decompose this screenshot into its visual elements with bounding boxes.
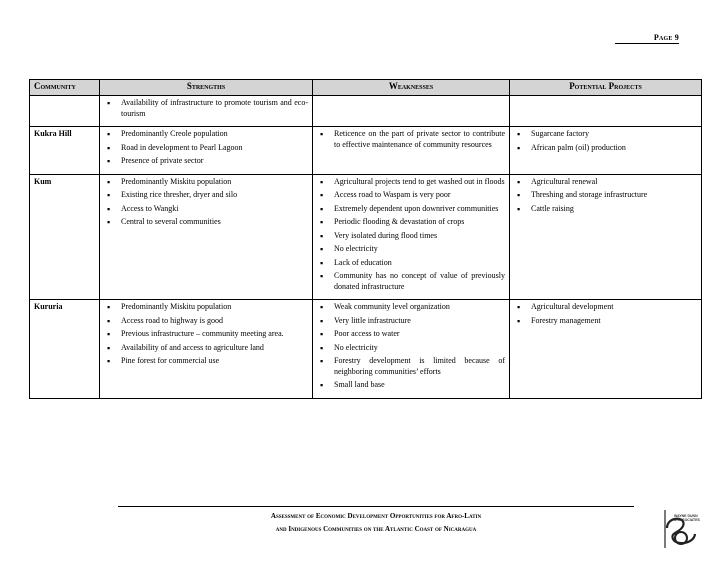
strengths-cell <box>100 96 313 127</box>
strengths-list-item: ▪ Previous infrastructure – community meeting area. <box>104 329 308 340</box>
column-header-strengths: Strengths <box>100 80 313 96</box>
table-row <box>30 127 702 175</box>
strengths-list-item: ▪ Access road to highway is good <box>104 316 308 327</box>
projects-cell <box>510 300 702 399</box>
table-row <box>30 174 702 300</box>
weaknesses-list <box>317 177 505 293</box>
strengths-list-item: ▪ Predominantly Creole population <box>104 129 308 140</box>
strengths-cell <box>100 300 313 399</box>
projects-list-item: ▪ African palm (oil) production <box>514 143 697 154</box>
weaknesses-list-item: ▪ Poor access to water <box>317 329 505 340</box>
weaknesses-list-item: ▪ No electricity <box>317 244 505 255</box>
strengths-list-item: ▪ Presence of private sector <box>104 156 308 167</box>
strengths-list-item: ▪ Availability of infrastructure to promote tourism and eco-tourism <box>104 98 308 119</box>
projects-list-item: ▪ Threshing and storage infrastructure <box>514 190 697 201</box>
table-row <box>30 300 702 399</box>
community-name-cell: Kururia <box>30 300 100 399</box>
column-header-potential-projects: Potential Projects <box>510 80 702 96</box>
weaknesses-cell <box>313 96 510 127</box>
projects-list-item: ▪ Cattle raising <box>514 204 697 215</box>
projects-list <box>514 129 697 153</box>
footer-title-line-2: and Indigenous Communities on the Atlantic Coast of Nicaragua <box>275 525 477 533</box>
footer-title-line-1: Assessment of Economic Development Opportunities for Afro-Latin <box>270 512 482 520</box>
weaknesses-list-item: ▪ Reticence on the part of private sector to contribute to effective maintenance of community resources <box>317 129 505 150</box>
projects-list-item: ▪ Forestry management <box>514 316 697 327</box>
strengths-cell <box>100 127 313 175</box>
logo-text-line-2: & ASSOCIATES <box>674 518 700 522</box>
weaknesses-list-item: ▪ Small land base <box>317 380 505 391</box>
page-number: Page 9 <box>615 33 679 44</box>
column-header-weaknesses: Weaknesses <box>313 80 510 96</box>
weaknesses-list-item: ▪ Access road to Waspam is very poor <box>317 190 505 201</box>
strengths-list-item: ▪ Predominantly Miskitu population <box>104 177 308 188</box>
projects-list-item: ▪ Sugarcane factory <box>514 129 697 140</box>
weaknesses-list-item: ▪ Weak community level organization <box>317 302 505 313</box>
strengths-list-item: ▪ Availability of and access to agriculture land <box>104 343 308 354</box>
weaknesses-list-item: ▪ Forestry development is limited because of neighboring communities’ efforts <box>317 356 505 377</box>
projects-cell <box>510 127 702 175</box>
weaknesses-list-item: ▪ Periodic flooding & devastation of crops <box>317 217 505 228</box>
weaknesses-list <box>317 129 505 150</box>
table-header-row <box>30 80 702 96</box>
weaknesses-cell <box>313 174 510 300</box>
strengths-cell <box>100 174 313 300</box>
strengths-list-item: ▪ Road in development to Pearl Lagoon <box>104 143 308 154</box>
weaknesses-list-item: ▪ No electricity <box>317 343 505 354</box>
company-logo-text <box>674 514 700 522</box>
strengths-list-item: ▪ Access to Wangki <box>104 204 308 215</box>
strengths-list <box>104 302 308 367</box>
footer-divider <box>118 506 634 507</box>
weaknesses-list-item: ▪ Community has no concept of value of previously donated infrastructure <box>317 271 505 292</box>
strengths-list-item: ▪ Pine forest for commercial use <box>104 356 308 367</box>
community-name-cell: Kum <box>30 174 100 300</box>
weaknesses-list <box>317 302 505 391</box>
weaknesses-list-item: ▪ Extremely dependent upon downriver communities <box>317 204 505 215</box>
table-body <box>30 96 702 399</box>
strengths-list-item: ▪ Predominantly Miskitu population <box>104 302 308 313</box>
weaknesses-cell <box>313 127 510 175</box>
strengths-list <box>104 98 308 119</box>
weaknesses-list-item: ▪ Lack of education <box>317 258 505 269</box>
projects-cell <box>510 96 702 127</box>
table-row <box>30 96 702 127</box>
projects-list-item: ▪ Agricultural development <box>514 302 697 313</box>
community-name-cell: Kukra Hill <box>30 127 100 175</box>
weaknesses-list-item: ▪ Very little infrastructure <box>317 316 505 327</box>
strengths-list-item: ▪ Existing rice thresher, dryer and silo <box>104 190 308 201</box>
projects-list <box>514 177 697 215</box>
footer-title <box>118 510 634 536</box>
strengths-list-item: ▪ Central to several communities <box>104 217 308 228</box>
community-name-cell <box>30 96 100 127</box>
strengths-list <box>104 129 308 167</box>
projects-list-item: ▪ Agricultural renewal <box>514 177 697 188</box>
logo-text-line-1: WAYNE DUNN <box>674 514 698 518</box>
weaknesses-cell <box>313 300 510 399</box>
community-assessment-table <box>29 79 702 399</box>
weaknesses-list-item: ▪ Very isolated during flood times <box>317 231 505 242</box>
column-header-community: Community <box>30 80 100 96</box>
strengths-list <box>104 177 308 228</box>
weaknesses-list-item: ▪ Agricultural projects tend to get washed out in floods <box>317 177 505 188</box>
projects-cell <box>510 174 702 300</box>
projects-list <box>514 302 697 326</box>
